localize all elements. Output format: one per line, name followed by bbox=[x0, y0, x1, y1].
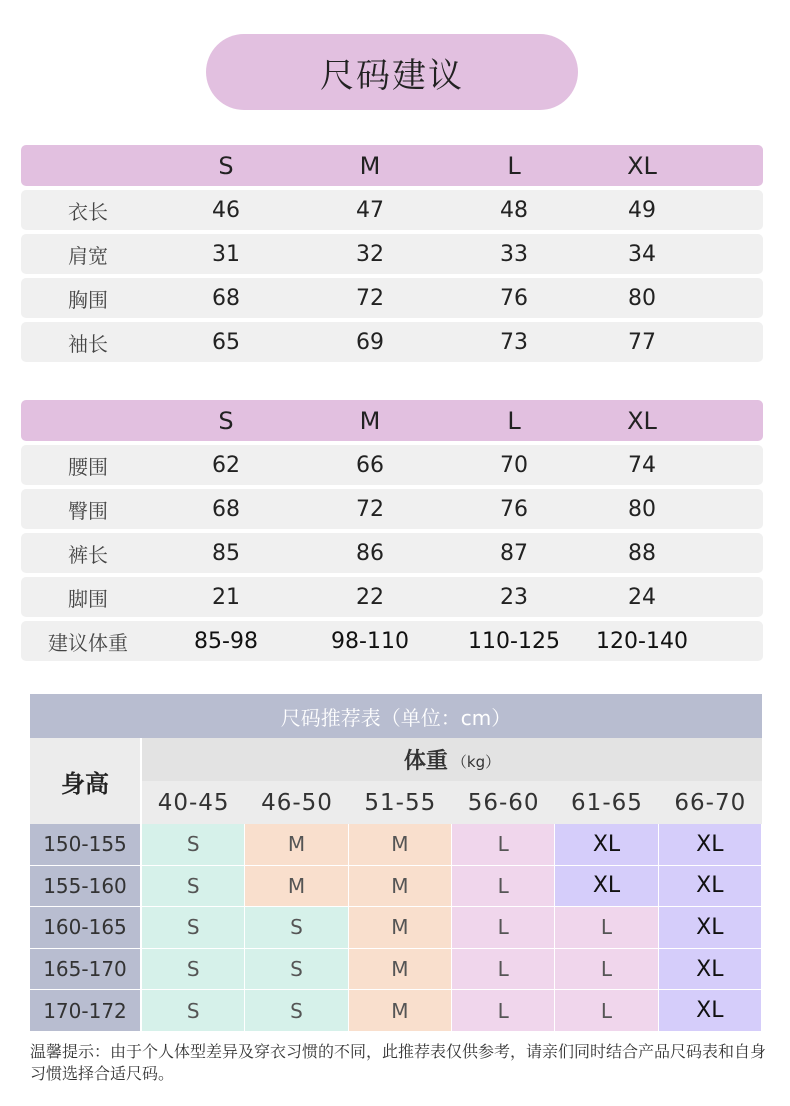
height-range: 170-172 bbox=[30, 990, 140, 1032]
size-cell: L bbox=[452, 866, 555, 908]
height-label: 身高 bbox=[30, 738, 140, 824]
size-cell: L bbox=[555, 990, 658, 1032]
table-cell: 76 bbox=[500, 496, 528, 522]
weight-range: 61-65 bbox=[571, 789, 643, 816]
table-cell: 21 bbox=[212, 584, 240, 610]
table-cell: 68 bbox=[212, 496, 240, 522]
size-cell: S bbox=[142, 949, 245, 991]
size-cell: XL bbox=[555, 824, 658, 866]
size-cell: XL bbox=[659, 866, 762, 908]
row-label: 建议体重 bbox=[48, 630, 128, 655]
size-cell: M bbox=[349, 949, 452, 991]
table-cell: 66 bbox=[356, 452, 384, 478]
size-cell: L bbox=[555, 949, 658, 991]
table-row bbox=[30, 907, 762, 949]
table-row bbox=[30, 824, 762, 866]
table-cell: 24 bbox=[628, 584, 656, 610]
table-cell: 80 bbox=[628, 285, 656, 311]
table-cell: 46 bbox=[212, 197, 240, 223]
table-cell: 62 bbox=[212, 452, 240, 478]
table-cell: 110-125 bbox=[468, 628, 560, 654]
size-cell: S bbox=[245, 907, 348, 949]
header-cell: M bbox=[359, 406, 381, 435]
height-range: 165-170 bbox=[30, 949, 140, 991]
table-row bbox=[21, 445, 763, 485]
table-row bbox=[21, 489, 763, 529]
table-cell: 33 bbox=[500, 241, 528, 267]
weight-range: 46-50 bbox=[261, 789, 333, 816]
weight-unit: （kg） bbox=[451, 753, 501, 771]
header-cell: M bbox=[359, 151, 381, 180]
table-cell: 47 bbox=[356, 197, 384, 223]
table-cell: 72 bbox=[356, 285, 384, 311]
size-cell: XL bbox=[659, 990, 762, 1032]
size-cell: M bbox=[245, 824, 348, 866]
row-label: 衣长 bbox=[68, 199, 108, 224]
size-cell: S bbox=[142, 866, 245, 908]
size-cell: M bbox=[349, 990, 452, 1032]
table-cell: 73 bbox=[500, 329, 528, 355]
table-row bbox=[30, 949, 762, 991]
bottom-size-table bbox=[21, 400, 763, 665]
top-size-table bbox=[21, 145, 763, 366]
size-cell: L bbox=[452, 990, 555, 1032]
table-row bbox=[30, 990, 762, 1032]
table-cell: 87 bbox=[500, 540, 528, 566]
row-label: 肩宽 bbox=[68, 243, 108, 268]
size-cell: XL bbox=[659, 824, 762, 866]
page-title: 尺码建议 bbox=[206, 34, 578, 110]
table-cell: 49 bbox=[628, 197, 656, 223]
header-cell: XL bbox=[627, 406, 657, 435]
table-row bbox=[21, 190, 763, 230]
table-cell: 74 bbox=[628, 452, 656, 478]
table-cell: 48 bbox=[500, 197, 528, 223]
weight-range-row bbox=[142, 781, 762, 824]
table-row bbox=[21, 533, 763, 573]
table-cell: 23 bbox=[500, 584, 528, 610]
table-cell: 85-98 bbox=[194, 628, 258, 654]
size-cell: L bbox=[555, 907, 658, 949]
tip-note: 温馨提示：由于个人体型差异及穿衣习惯的不同，此推荐表仅供参考，请亲们同时结合产品尺码表和自身习惯选择合适尺码。 bbox=[30, 1042, 767, 1083]
row-label: 袖长 bbox=[68, 331, 108, 356]
table-row bbox=[30, 866, 762, 908]
table-cell: 70 bbox=[500, 452, 528, 478]
table-cell: 34 bbox=[628, 241, 656, 267]
size-cell: S bbox=[245, 949, 348, 991]
table-header-row bbox=[21, 400, 763, 441]
header-cell: XL bbox=[627, 151, 657, 180]
size-cell: S bbox=[245, 990, 348, 1032]
header-cell: S bbox=[218, 406, 234, 435]
size-cell: L bbox=[452, 949, 555, 991]
table-row bbox=[21, 278, 763, 318]
table-row bbox=[21, 322, 763, 362]
recommendation-grid bbox=[30, 824, 762, 1032]
table-row bbox=[21, 577, 763, 617]
height-range: 160-165 bbox=[30, 907, 140, 949]
size-cell: S bbox=[142, 907, 245, 949]
table-cell: 22 bbox=[356, 584, 384, 610]
size-cell: M bbox=[349, 907, 452, 949]
table-row bbox=[21, 234, 763, 274]
height-range: 150-155 bbox=[30, 824, 140, 866]
size-cell: XL bbox=[659, 907, 762, 949]
weight-header bbox=[142, 738, 762, 781]
size-cell: L bbox=[452, 824, 555, 866]
header-cell: L bbox=[507, 151, 521, 180]
size-cell: S bbox=[142, 990, 245, 1032]
table-cell: 88 bbox=[628, 540, 656, 566]
size-recommendation-table bbox=[30, 694, 762, 1032]
table-cell: 98-110 bbox=[331, 628, 409, 654]
weight-label: 体重 bbox=[403, 749, 448, 774]
weight-range: 56-60 bbox=[467, 789, 540, 816]
size-cell: L bbox=[452, 907, 555, 949]
size-cell: XL bbox=[555, 866, 658, 908]
table-cell: 76 bbox=[500, 285, 528, 311]
size-cell: M bbox=[245, 866, 348, 908]
weight-range: 66-70 bbox=[674, 789, 747, 816]
height-range: 155-160 bbox=[30, 866, 140, 908]
recommendation-header bbox=[30, 738, 762, 824]
table-cell: 80 bbox=[628, 496, 656, 522]
table-cell: 68 bbox=[212, 285, 240, 311]
size-cell: M bbox=[349, 824, 452, 866]
size-cell: M bbox=[349, 866, 452, 908]
table-cell: 72 bbox=[356, 496, 384, 522]
table-header-row bbox=[21, 145, 763, 186]
weight-range: 40-45 bbox=[157, 789, 230, 816]
table-cell: 65 bbox=[212, 329, 240, 355]
row-label: 臀围 bbox=[68, 498, 108, 523]
row-label: 裤长 bbox=[68, 542, 108, 567]
suggested-weight-row bbox=[21, 621, 763, 661]
row-label: 胸围 bbox=[68, 287, 108, 312]
header-cell: S bbox=[218, 151, 234, 180]
table-cell: 31 bbox=[212, 241, 240, 267]
recommendation-title: 尺码推荐表（单位：cm） bbox=[30, 694, 762, 738]
header-cell: L bbox=[507, 406, 521, 435]
table-cell: 85 bbox=[212, 540, 240, 566]
table-cell: 69 bbox=[356, 329, 384, 355]
size-cell: S bbox=[142, 824, 245, 866]
row-label: 脚围 bbox=[68, 586, 108, 611]
size-cell: XL bbox=[659, 949, 762, 991]
row-label: 腰围 bbox=[68, 454, 108, 479]
weight-range: 51-55 bbox=[364, 789, 437, 816]
table-cell: 120-140 bbox=[596, 628, 688, 654]
table-cell: 86 bbox=[356, 540, 384, 566]
table-cell: 32 bbox=[356, 241, 384, 267]
table-cell: 77 bbox=[628, 329, 656, 355]
